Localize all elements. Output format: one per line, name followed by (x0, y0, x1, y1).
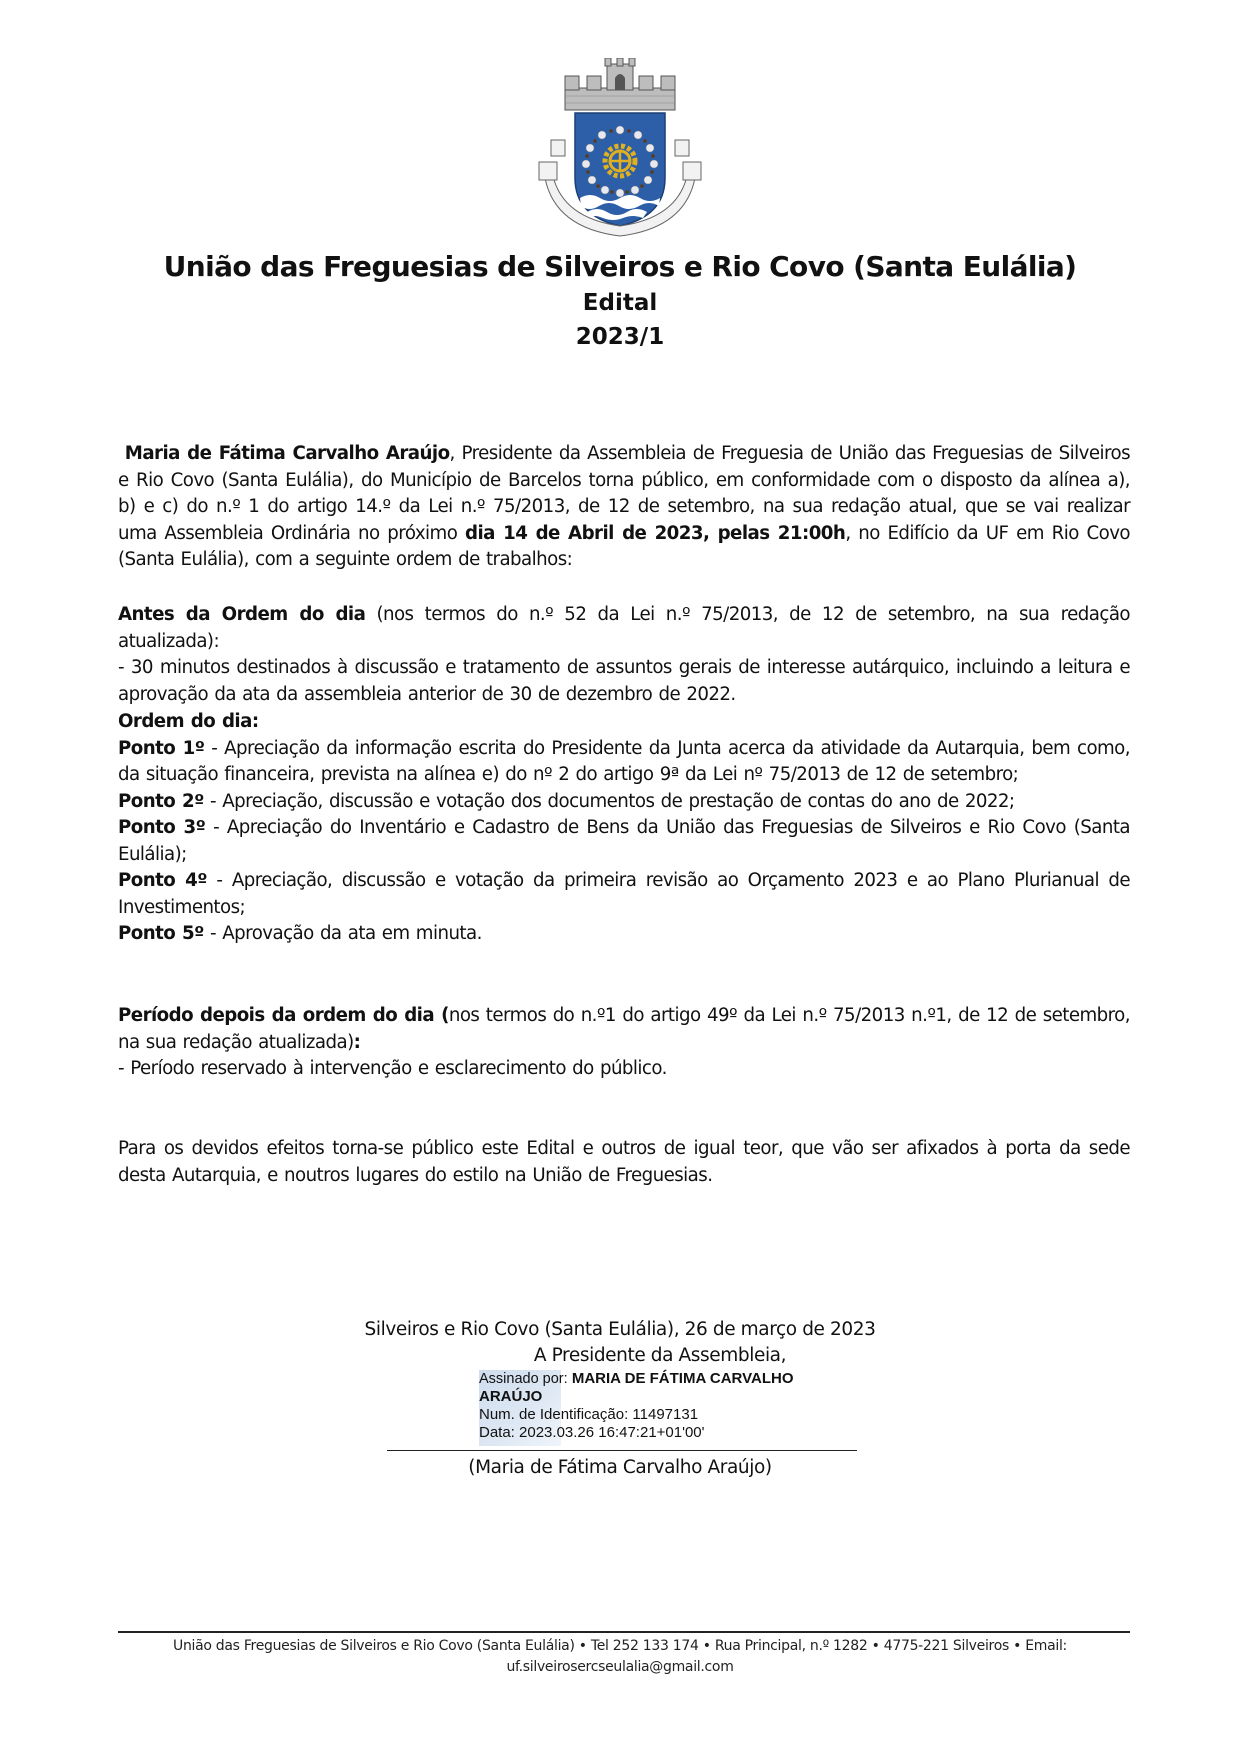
document-title: União das Freguesias de Silveiros e Rio Covo (Santa Eulália) (163, 250, 1077, 283)
signed-by-label: Assinado por: (479, 1371, 568, 1387)
place-date: Silveiros e Rio Covo (Santa Eulália), 26 de março de 2023 (364, 1319, 876, 1340)
agenda-point (118, 921, 1130, 948)
after-agenda-section (118, 1003, 1130, 1083)
agenda-point-label: Ponto 1º (118, 737, 205, 759)
agenda-point-text: - Apreciação do Inventário e Cadastro de Bens da União das Freguesias de Silveiros e Rio Covo (Santa Eulália); (118, 817, 1130, 865)
coat-of-arms-icon (535, 58, 705, 238)
footer-contact: União das Freguesias de Silveiros e Rio Covo (Santa Eulália) • Tel 252 133 174 • Rua Principal, n.º 1282 • 4775-221 Silveiros • Email: (173, 1638, 1067, 1654)
before-agenda-item: - 30 minutos destinados à discussão e tratamento de assuntos gerais de interesse autárquico, incluindo a leitura e aprovação da ata da assembleia anterior de 30 de dezembro de 2022. (118, 657, 1130, 705)
footer (160, 1636, 1080, 1678)
digital-signature (479, 1370, 839, 1442)
agenda-point (118, 789, 1130, 816)
document-type: Edital (582, 290, 658, 316)
after-agenda-heading: Período depois da ordem do dia ( (118, 1005, 449, 1026)
signed-by-name: MARIA DE FÁTIMA CARVALHO ARAÚJO (479, 1370, 794, 1405)
intro-paragraph (118, 441, 1130, 574)
agenda-point-text: - Apreciação da informação escrita do Presidente da Junta acerca da atividade da Autarquia, bem como, da situação financeira, prevista na alínea e) do nº 2 do artigo 9ª da Lei nº 75/2013 de 12 de setembro; (118, 737, 1130, 785)
document-number: 2023/1 (575, 324, 665, 350)
agenda-point-label: Ponto 2º (118, 790, 204, 812)
id-label: Num. de Identificação: (479, 1406, 629, 1423)
agenda-point (118, 736, 1130, 789)
sign-date-label: Data: (479, 1424, 515, 1441)
agenda-point-label: Ponto 5º (118, 923, 204, 944)
signature-line (387, 1450, 857, 1451)
agenda-point (118, 815, 1130, 868)
agenda-point-label: Ponto 4º (118, 870, 207, 891)
agenda-point-text: - Aprovação da ata em minuta. (203, 923, 482, 944)
footer-divider (118, 1631, 1130, 1633)
agenda-point-text: - Apreciação, discussão e votação da primeira revisão ao Orçamento 2023 e ao Plano Plurianual de Investimentos; (118, 870, 1130, 918)
signatory-role: A Presidente da Assembleia, (533, 1345, 787, 1366)
intro-text-2: , no Edifício da UF em Rio Covo (Santa Eulália), com a seguinte ordem de trabalhos: (118, 522, 1130, 570)
after-agenda-item: - Período reservado à intervenção e esclarecimento do público. (118, 1058, 667, 1079)
agenda-section (118, 709, 1130, 948)
before-agenda-note: (nos termos do n.º 52 da Lei n.º 75/2013, de 12 de setembro, na sua redação atualizada): (118, 604, 1130, 652)
agenda-point (118, 868, 1130, 921)
after-agenda-colon: : (353, 1031, 361, 1053)
agenda-heading: Ordem do dia: (118, 711, 259, 732)
sign-date-value: 2023.03.26 16:47:21+01'00' (519, 1424, 705, 1441)
id-value: 11497131 (632, 1406, 699, 1423)
closing-paragraph: Para os devidos efeitos torna-se público este Edital e outros de igual teor, que vão ser afixados à porta da sede desta Autarquia, e noutros lugares do estilo na União de Freguesias. (118, 1138, 1130, 1186)
meeting-date: dia 14 de Abril de 2023, pelas 21:00h (465, 522, 846, 544)
before-agenda-heading: Antes da Ordem do dia (118, 604, 366, 625)
before-agenda-section (118, 602, 1130, 708)
agenda-point-text: - Apreciação, discussão e votação dos documentos de prestação de contas do ano de 2022; (203, 790, 1015, 812)
intro-text-1: , Presidente da Assembleia de Freguesia de União das Freguesias de Silveiros e Rio Covo (Santa Eulália), do Município de Barcelos torna público, em conformidade com o disposto da alínea a), b) e c) do n.º 1 do artigo 14.º da Lei n.º 75/2013, de 12 de setembro, na sua redação atual, que se vai realizar uma Assembleia Ordinária no próximo (118, 443, 1130, 544)
signatory-name: Maria de Fátima Carvalho Araújo (124, 443, 450, 464)
agenda-point-label: Ponto 3º (118, 817, 206, 838)
printed-name: (Maria de Fátima Carvalho Araújo) (468, 1457, 772, 1478)
footer-email: uf.silveirosercseulalia@gmail.com (506, 1659, 734, 1675)
after-agenda-note: nos termos do n.º1 do artigo 49º da Lei n.º 75/2013 n.º1, de 12 de setembro, na sua redação atualizada) (118, 1005, 1130, 1053)
